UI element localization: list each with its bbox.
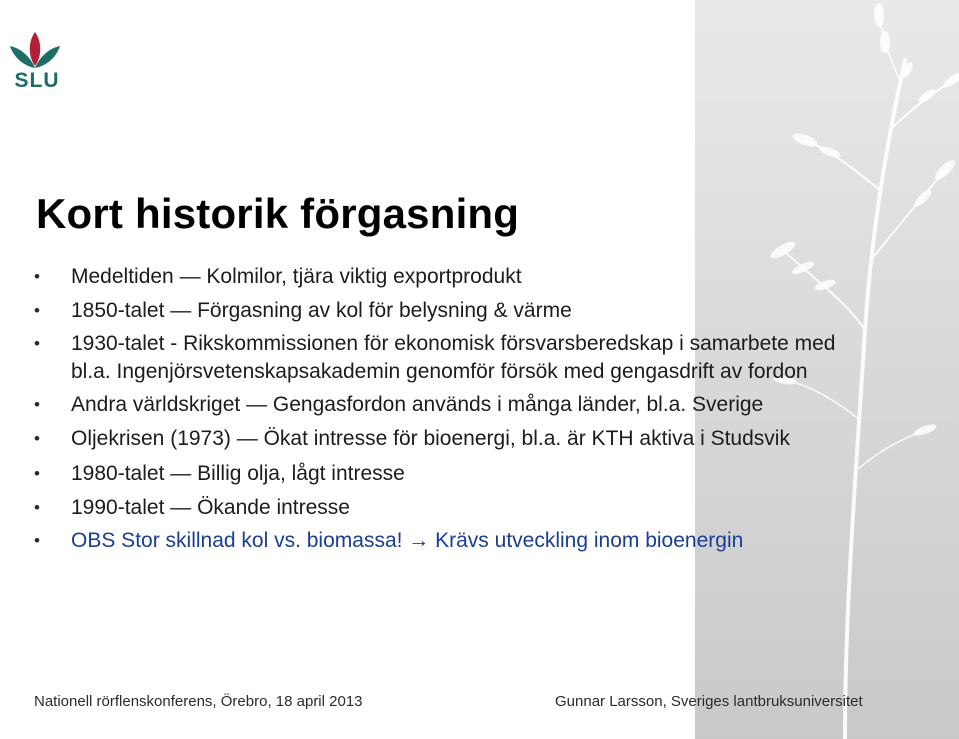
bullet-dot-icon: • — [34, 428, 40, 448]
bullet-item — [34, 425, 864, 453]
bullet-text: 1990-talet — Ökande intresse — [71, 495, 350, 519]
bullet-item — [34, 297, 864, 325]
slu-leaf-icon — [6, 30, 64, 70]
bullet-text: 1930-talet - Rikskommissionen för ekonomisk försvarsberedskap i samarbete med bl.a. Ingenjörsvetenskapsakademin genomför försök med gengasdrift av fordon — [71, 332, 836, 383]
bullet-item — [34, 460, 864, 488]
slide-title: Kort historik förgasning — [36, 190, 520, 237]
bullet-text: 1980-talet — Billig olja, lågt intresse — [71, 462, 405, 485]
bullet-dot-icon: • — [34, 464, 40, 483]
slu-wordmark: SLU — [14, 69, 60, 92]
bullet-dot-icon: • — [34, 267, 40, 286]
bullet-dot-icon: • — [34, 531, 40, 550]
bullet-text: Medeltiden — Kolmilor, tjära viktig exportprodukt — [71, 265, 522, 288]
bullet-item — [34, 263, 864, 291]
bullet-item-highlight — [34, 527, 864, 555]
bullet-text: Andra världskriget — Gengasfordon används i många länder, bl.a. Sverige — [71, 393, 764, 416]
bullet-item — [34, 494, 864, 522]
footer-conference: Nationell rörflenskonferens, Örebro, 18 april 2013 — [34, 693, 363, 710]
bullet-dot-icon: • — [34, 300, 40, 320]
bullet-item — [34, 391, 864, 419]
bullet-dot-icon: • — [34, 395, 40, 414]
bullet-dot-icon: • — [34, 334, 40, 353]
bullet-item — [34, 330, 864, 385]
slu-logo — [6, 30, 64, 96]
bullet-dot-icon: • — [34, 497, 40, 517]
bullet-list — [34, 263, 864, 555]
bullet-text: Oljekrisen (1973) — Ökat intresse för bioenergi, bl.a. är KTH aktiva i Studsvik — [71, 426, 790, 450]
bullet-text: OBS Stor skillnad kol vs. biomassa! → Krävs utveckling inom bioenergin — [71, 529, 744, 552]
footer-author: Gunnar Larsson, Sveriges lantbruksuniversitet — [555, 693, 863, 710]
bullet-text: 1850-talet — Förgasning av kol för belysning & värme — [71, 298, 572, 322]
